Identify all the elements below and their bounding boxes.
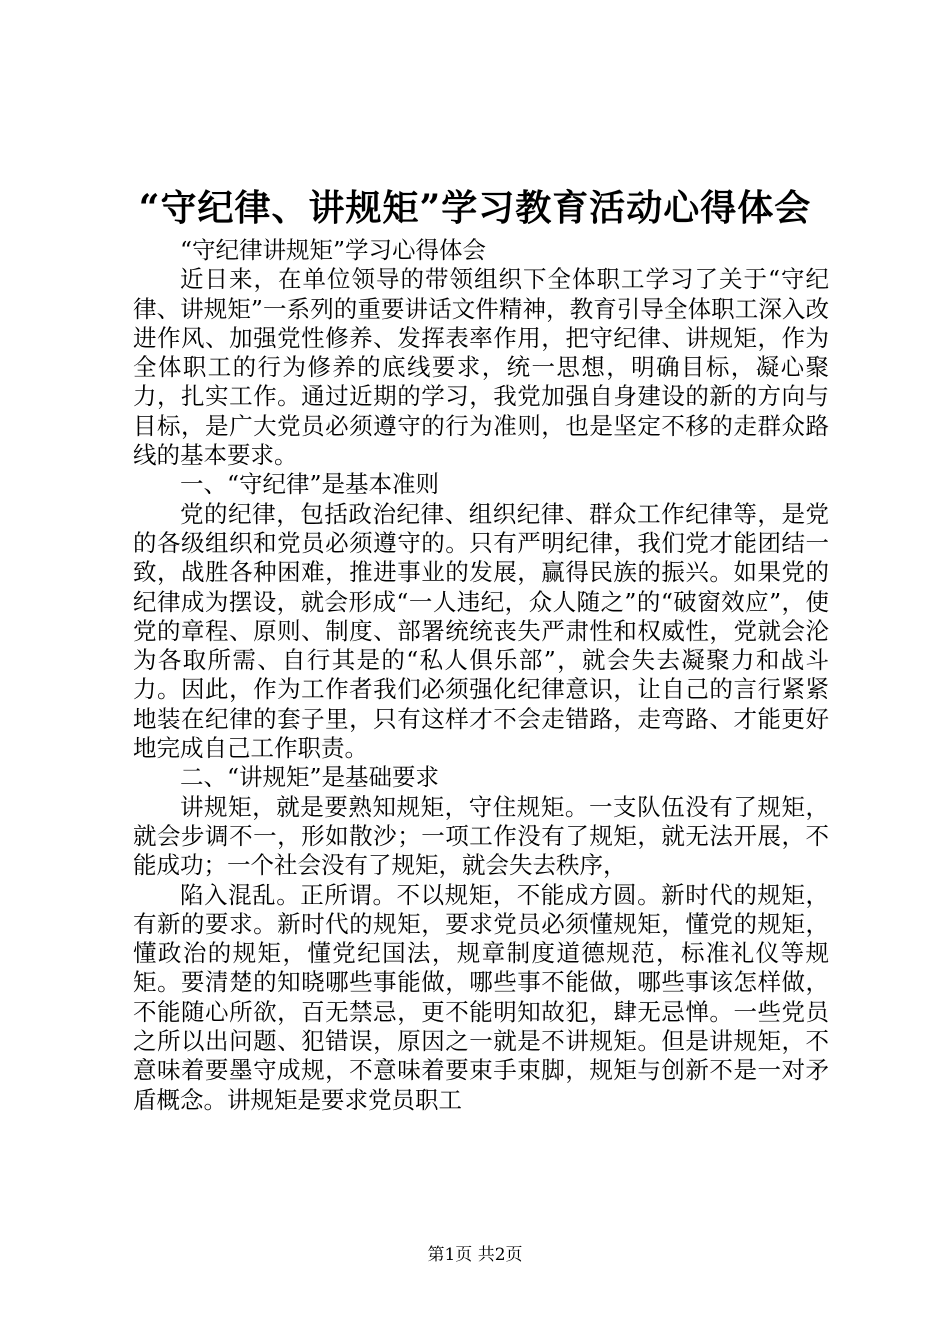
discipline-paragraph: 党的纪律，包括政治纪律、组织纪律、群众工作纪律等，是党的各级组织和党员必须遵守的。只有严明纪律，我们党才能团结一致，战胜各种困难，推进事业的发展，赢得民族的振兴。如果党的纪律成为摆设，就会形成“一人违纪，众人随之”的“破窗效应”，使党的章程、原则、制度、部署统统丧失严肃性和权威性，党就会沦为各取所需、自行其是的“私人俱乐部”，就会失去凝聚力和战斗力。因此，作为工作者我们必须强化纪律意识，让自己的言行紧紧地装在纪律的套子里，只有这样才不会走错路，走弯路、才能更好地完成自己工作职责。 [133,499,829,763]
rules-paragraph-1: 讲规矩，就是要熟知规矩，守住规矩。一支队伍没有了规矩，就会步调不一，形如散沙；一项工作没有了规矩，就无法开展，不能成功；一个社会没有了规矩，就会失去秩序， [133,792,829,880]
subtitle-paragraph: “守纪律讲规矩”学习心得体会 [180,236,487,264]
document-title: “守纪律、讲规矩”学习教育活动心得体会 [138,187,812,229]
intro-paragraph: 近日来，在单位领导的带领组织下全体职工学习了关于“守纪律、讲规矩”一系列的重要讲话文件精神，教育引导全体职工深入改进作风、加强党性修养、发挥表率作用，把守纪律、讲规矩，作为全体职工的行为修养的底线要求，统一思想，明确目标，凝心聚力，扎实工作。通过近期的学习，我党加强自身建设的新的方向与目标，是广大党员必须遵守的行为准则，也是坚定不移的走群众路线的基本要求。 [133,265,829,470]
section-heading-rules: 二、“讲规矩”是基础要求 [180,763,440,792]
page-number-footer: 第1页 共2页 [427,1245,523,1265]
rules-paragraph-2: 陷入混乱。正所谓。不以规矩，不能成方圆。新时代的规矩，有新的要求。新时代的规矩，要求党员必须懂规矩，懂党的规矩，懂政治的规矩，懂党纪国法，规章制度道德规范，标准礼仪等规矩。要清楚的知晓哪些事能做，哪些事不能做，哪些事该怎样做，不能随心所欲，百无禁忌，更不能明知故犯，肆无忌惮。一些党员之所以出问题、犯错误，原因之一就是不讲规矩。但是讲规矩，不意味着要墨守成规，不意味着要束手束脚，规矩与创新不是一对矛盾概念。讲规矩是要求党员职工 [133,880,829,1114]
section-heading-discipline: 一、“守纪律”是基本准则 [180,470,440,499]
document-body [133,236,829,1115]
